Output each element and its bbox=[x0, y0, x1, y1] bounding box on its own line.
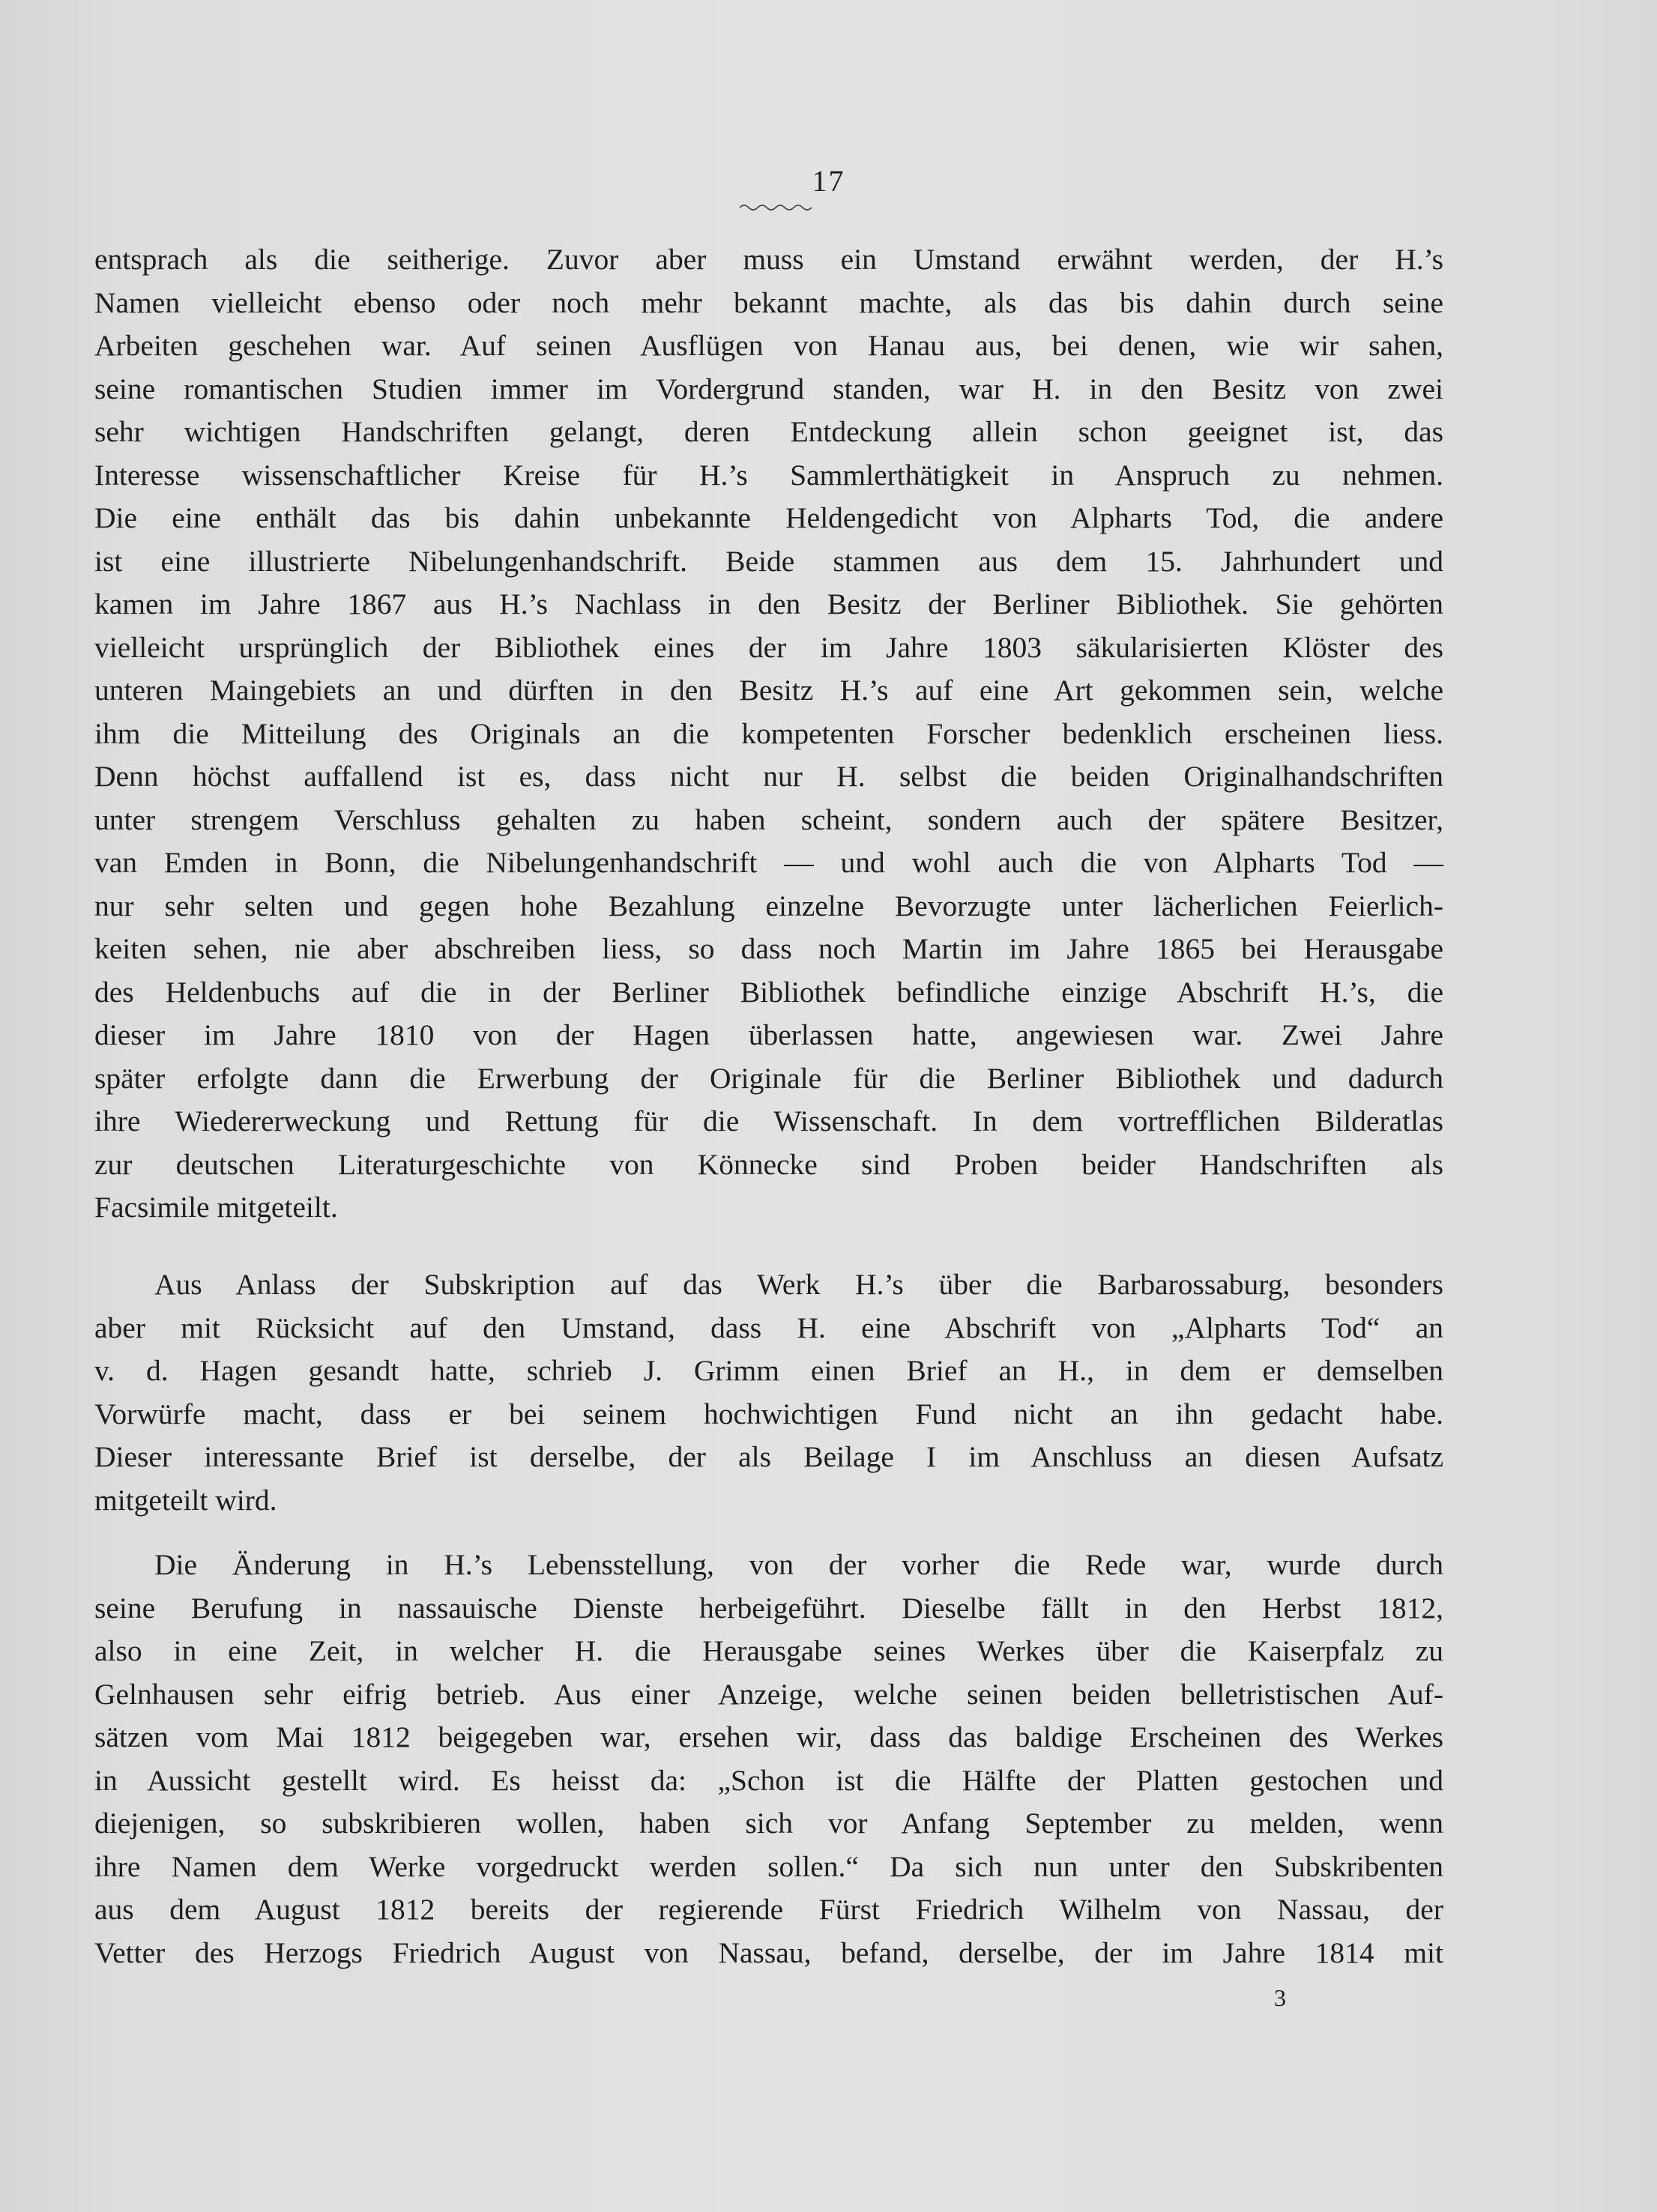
paragraph-1 bbox=[94, 238, 1443, 1230]
paragraph-2 bbox=[94, 1263, 1443, 1522]
text-line: Vetter des Herzogs Friedrich August von Nassau, befand, derselbe, der im Jahre 1814 mit bbox=[94, 1936, 1443, 1969]
text-line: seine romantischen Studien immer im Vordergrund standen, war H. in den Besitz von zwei bbox=[94, 372, 1443, 405]
text-line: ihre Namen dem Werke vorgedruckt werden sollen.“ Da sich nun unter den Subskribenten bbox=[94, 1849, 1443, 1883]
text-line: aus dem August 1812 bereits der regierende Fürst Friedrich Wilhelm von Nassau, der bbox=[94, 1893, 1443, 1926]
text-line: also in eine Zeit, in welcher H. die Herausgabe seines Werkes über die Kaiserpfalz zu bbox=[94, 1634, 1443, 1667]
text-line: des Heldenbuchs auf die in der Berliner Bibliothek befindliche einzige Abschrift H.’s, die bbox=[94, 975, 1443, 1009]
text-line: van Emden in Bonn, die Nibelungenhandschrift — und wohl auch die von Alpharts Tod — bbox=[94, 846, 1443, 879]
text-line: Denn höchst auffallend ist es, dass nicht nur H. selbst die beiden Originalhandschriften bbox=[94, 760, 1443, 793]
text-line: Dieser interessante Brief ist derselbe, der als Beilage I im Anschluss an diesen Aufsatz bbox=[94, 1440, 1443, 1473]
text-line: v. d. Hagen gesandt hatte, schrieb J. Grimm einen Brief an H., in dem er demselben bbox=[94, 1354, 1443, 1387]
text-line: Die Änderung in H.’s Lebensstellung, von der vorher die Rede war, wurde durch bbox=[154, 1548, 1443, 1581]
text-line: zur deutschen Literaturgeschichte von Könnecke sind Proben beider Handschriften als bbox=[94, 1147, 1443, 1181]
text-line: unteren Maingebiets an und dürften in den Besitz H.’s auf eine Art gekommen sein, welche bbox=[94, 674, 1443, 707]
text-line: Die eine enthält das bis dahin unbekannte Heldengedicht von Alpharts Tod, die andere bbox=[94, 501, 1443, 534]
text-line: aber mit Rücksicht auf den Umstand, dass H. eine Abschrift von „Alpharts Tod“ an bbox=[94, 1311, 1443, 1344]
text-line: in Aussicht gestellt wird. Es heisst da: „Schon ist die Hälfte der Platten gestochen und bbox=[94, 1763, 1443, 1797]
text-line: sehr wichtigen Handschriften gelangt, deren Entdeckung allein schon geeignet ist, das bbox=[94, 415, 1443, 448]
paragraph-3 bbox=[94, 1544, 1443, 1974]
page-number: 17 bbox=[812, 164, 845, 198]
text-line: ihre Wiedererweckung und Rettung für die Wissenschaft. In dem vortrefflichen Bilderatlas bbox=[94, 1105, 1443, 1137]
signature-mark: 3 bbox=[1274, 1984, 1286, 2011]
text-line: diejenigen, so subskribieren wollen, haben sich vor Anfang September zu melden, wenn bbox=[94, 1807, 1443, 1840]
text-line: ihm die Mitteilung des Originals an die kompetenten Forscher bedenklich erscheinen liess. bbox=[94, 716, 1443, 750]
text-line: Facsimile mitgeteilt. bbox=[94, 1191, 338, 1224]
text-line: später erfolgte dann die Erwerbung der Originale für die Berliner Bibliothek und dadurch bbox=[94, 1061, 1443, 1095]
text-line: nur sehr selten und gegen hohe Bezahlung einzelne Bevorzugte unter lächerlichen Feierlich- bbox=[94, 889, 1443, 922]
text-line: mitgeteilt wird. bbox=[94, 1483, 277, 1517]
text-line: dieser im Jahre 1810 von der Hagen überlassen hatte, angewiesen war. Zwei Jahre bbox=[94, 1018, 1443, 1051]
text-line: kamen im Jahre 1867 aus H.’s Nachlass in den Besitz der Berliner Bibliothek. Sie gehörten bbox=[94, 587, 1443, 620]
text-line: keiten sehen, nie aber abschreiben liess, so dass noch Martin im Jahre 1865 bei Herausgabe bbox=[94, 932, 1443, 965]
text-line: Gelnhausen sehr eifrig betrieb. Aus einer Anzeige, welche seinen beiden belletristischen Auf- bbox=[94, 1677, 1443, 1711]
text-line: entsprach als die seitherige. Zuvor aber muss ein Umstand erwähnt werden, der H.’s bbox=[94, 243, 1443, 276]
text-line: seine Berufung in nassauische Dienste herbeigeführt. Dieselbe fällt in den Herbst 1812, bbox=[94, 1591, 1443, 1625]
text-line: vielleicht ursprünglich der Bibliothek eines der im Jahre 1803 säkularisierten Klöster des bbox=[94, 630, 1443, 664]
text-line: unter strengem Verschluss gehalten zu haben scheint, sondern auch der spätere Besitzer, bbox=[94, 803, 1443, 836]
text-line: Aus Anlass der Subskription auf das Werk H.’s über die Barbarossaburg, besonders bbox=[154, 1268, 1443, 1301]
text-line: Vorwürfe macht, dass er bei seinem hochwichtigen Fund nicht an ihn gedacht habe. bbox=[94, 1397, 1443, 1430]
text-line: ist eine illustrierte Nibelungenhandschrift. Beide stammen aus dem 15. Jahrhundert und bbox=[94, 544, 1443, 578]
text-line: Arbeiten geschehen war. Auf seinen Ausflügen von Hanau aus, bei denen, wie wir sahen, bbox=[94, 329, 1443, 362]
text-line: Interesse wissenschaftlicher Kreise für H.’s Sammlerthätigkeit in Anspruch zu nehmen. bbox=[94, 458, 1443, 492]
page-number-ornament bbox=[738, 202, 813, 213]
text-line: Namen vielleicht ebenso oder noch mehr bekannt machte, als das bis dahin durch seine bbox=[94, 285, 1443, 319]
text-line: sätzen vom Mai 1812 beigegeben war, ersehen wir, dass das baldige Erscheinen des Werkes bbox=[94, 1720, 1443, 1753]
